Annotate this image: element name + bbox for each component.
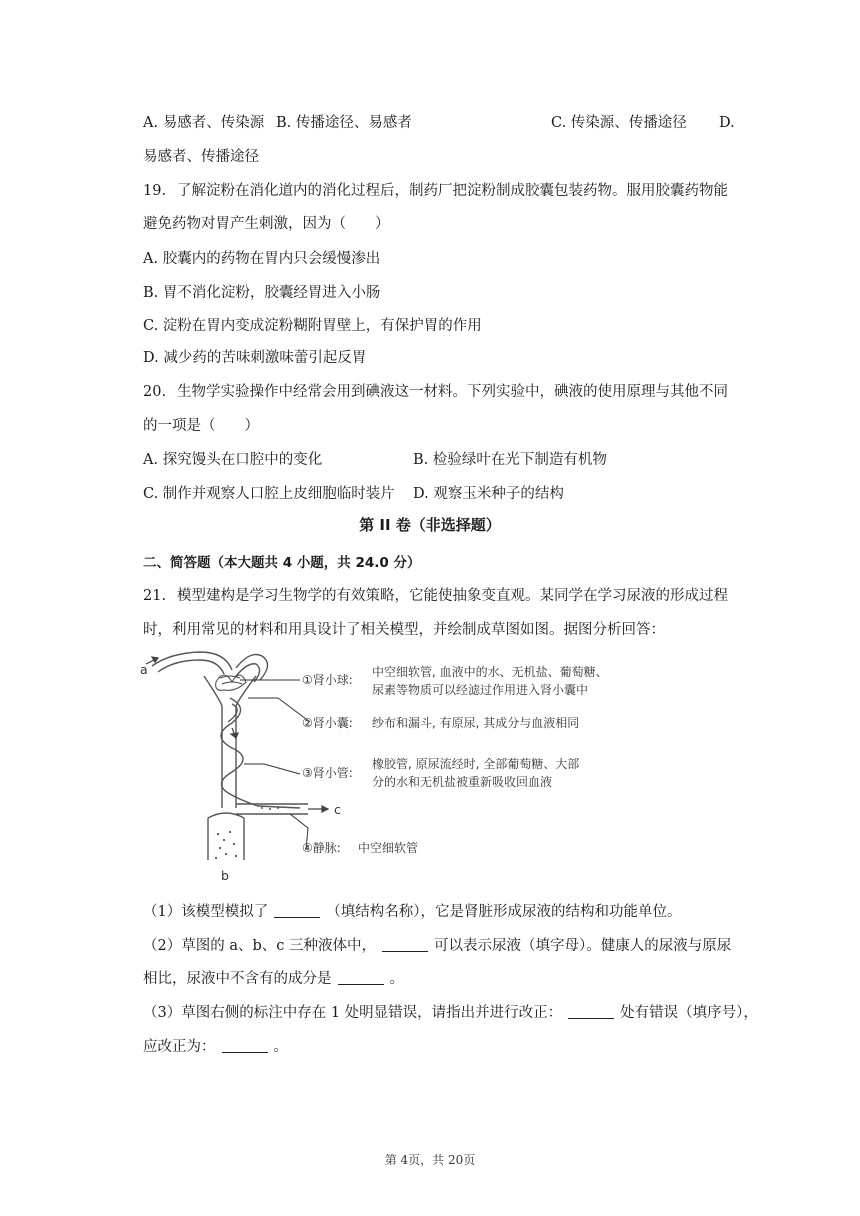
q21-sub3-line2-post: 。 <box>273 1039 288 1055</box>
q21-stem-line2: 时，利用常见的材料和用具设计了相关模型，并绘制成草图如图。据图分析回答： <box>143 622 665 638</box>
q20-stem-text1: 生物学实验操作中经常会用到碘液这一材料。下列实验中，碘液的使用原理与其他不同 <box>177 384 728 400</box>
q20-stem-line2: 的一项是（ ） <box>143 418 259 434</box>
q18-option-b: B. 传播途径、易感者 <box>276 115 412 131</box>
q21-sub2-blank1[interactable] <box>382 937 428 952</box>
q21-sub2-line1 <box>143 936 753 956</box>
q20-option-c: C. 制作并观察人口腔上皮细胞临时装片 <box>143 486 395 502</box>
q21-stem-line1 <box>143 586 753 606</box>
q21-sub3-line2-pre: 应改正为： <box>143 1039 216 1055</box>
q18-option-c: C. 传染源、传播途径 <box>551 115 687 131</box>
q19-stem-text1: 了解淀粉在消化道内的消化过程后，制药厂把淀粉制成胶囊包装药物。服用胶囊药物能 <box>177 183 728 199</box>
diagram-label-b: b <box>221 868 229 883</box>
q21-sub3-blank1[interactable] <box>568 1004 614 1019</box>
q19-option-b: B. 胃不消化淀粉，胶囊经胃进入小肠 <box>143 285 381 301</box>
q21-sub3-post: 处有错误（填序号）， <box>620 1005 758 1021</box>
q20-option-b: B. 检验绿叶在光下制造有机物 <box>413 452 607 468</box>
q20-option-d: D. 观察玉米种子的结构 <box>413 486 564 502</box>
label3-text2: 分的水和无机盐被重新吸收回血液 <box>372 775 553 789</box>
q19-option-d: D. 减少药的苦味刺激味蕾引起反胃 <box>143 350 367 366</box>
q19-stem-line1 <box>143 181 753 201</box>
q21-sub2-line2 <box>143 969 753 989</box>
label3-title: ③肾小管: <box>302 766 353 780</box>
q20-stem-line1 <box>143 382 753 402</box>
q21-sub3-blank2[interactable] <box>222 1038 268 1053</box>
q18-option-d-text: 易感者、传播途径 <box>143 149 259 165</box>
q21-sub3-line1 <box>143 1003 758 1023</box>
q21-sub1 <box>143 902 753 922</box>
q18-option-a: A. 易感者、传染源 <box>143 115 265 131</box>
diagram-label-c: c <box>334 802 341 817</box>
label2-title: ②肾小囊: <box>302 716 353 730</box>
q21-sub1-blank[interactable] <box>274 903 320 918</box>
nephron-model-diagram <box>140 648 680 884</box>
section-heading: 二、简答题（本大题共 4 小题，共 24.0 分） <box>143 555 421 571</box>
diagram-label-a: a <box>140 662 148 677</box>
q21-sub2-post: 可以表示尿液（填字母）。健康人的尿液与原尿 <box>434 938 732 954</box>
q21-sub2-pre: （2）草图的 a、b、c 三种液体中， <box>143 938 376 954</box>
label2-text1: 纱布和漏斗, 有原尿, 其成分与血液相同 <box>372 716 580 730</box>
q21-sub2-line2-pre: 相比，尿液中不含有的成分是 <box>143 971 332 987</box>
q19-number: 19. <box>143 183 167 199</box>
q21-sub3-line2 <box>143 1037 753 1057</box>
q21-stem-text1: 模型建构是学习生物学的有效策略，它能使抽象变直观。某同学在学习尿液的形成过程 <box>177 588 728 604</box>
label1-text1: 中空细软管, 血液中的水、无机盐、葡萄糖、 <box>372 665 608 679</box>
label3-text1: 橡胶管, 原尿流经时, 全部葡萄糖、大部 <box>372 757 580 771</box>
label4-text1: 中空细软管 <box>358 841 419 855</box>
label4-title: ④静脉: <box>302 841 341 855</box>
q21-sub1-post: （填结构名称），它是肾脏形成尿液的结构和功能单位。 <box>326 904 682 920</box>
q21-sub3-pre: （3）草图右侧的标注中存在 1 处明显错误，请指出并进行改正： <box>143 1005 563 1021</box>
label1-title: ①肾小球: <box>302 673 353 687</box>
q21-number: 21. <box>143 588 167 604</box>
q18-option-d-label: D. <box>719 115 735 131</box>
q21-sub2-blank2[interactable] <box>338 970 384 985</box>
q19-option-a: A. 胶囊内的药物在胃内只会缓慢渗出 <box>143 251 381 267</box>
q21-sub2-line2-post: 。 <box>389 971 404 987</box>
q19-option-c: C. 淀粉在胃内变成淀粉糊附胃壁上，有保护胃的作用 <box>143 318 482 334</box>
q21-sub1-pre: （1）该模型模拟了 <box>143 904 269 920</box>
page-footer: 第 4页，共 20页 <box>384 1153 476 1167</box>
section-title: 第 II 卷（非选择题） <box>359 516 501 534</box>
q20-number: 20. <box>143 384 167 400</box>
label1-text2: 尿素等物质可以经滤过作用进入肾小囊中 <box>372 683 589 697</box>
q20-option-a: A. 探究馒头在口腔中的变化 <box>143 452 323 468</box>
q19-stem-line2: 避免药物对胃产生刺激，因为（ ） <box>143 216 390 232</box>
